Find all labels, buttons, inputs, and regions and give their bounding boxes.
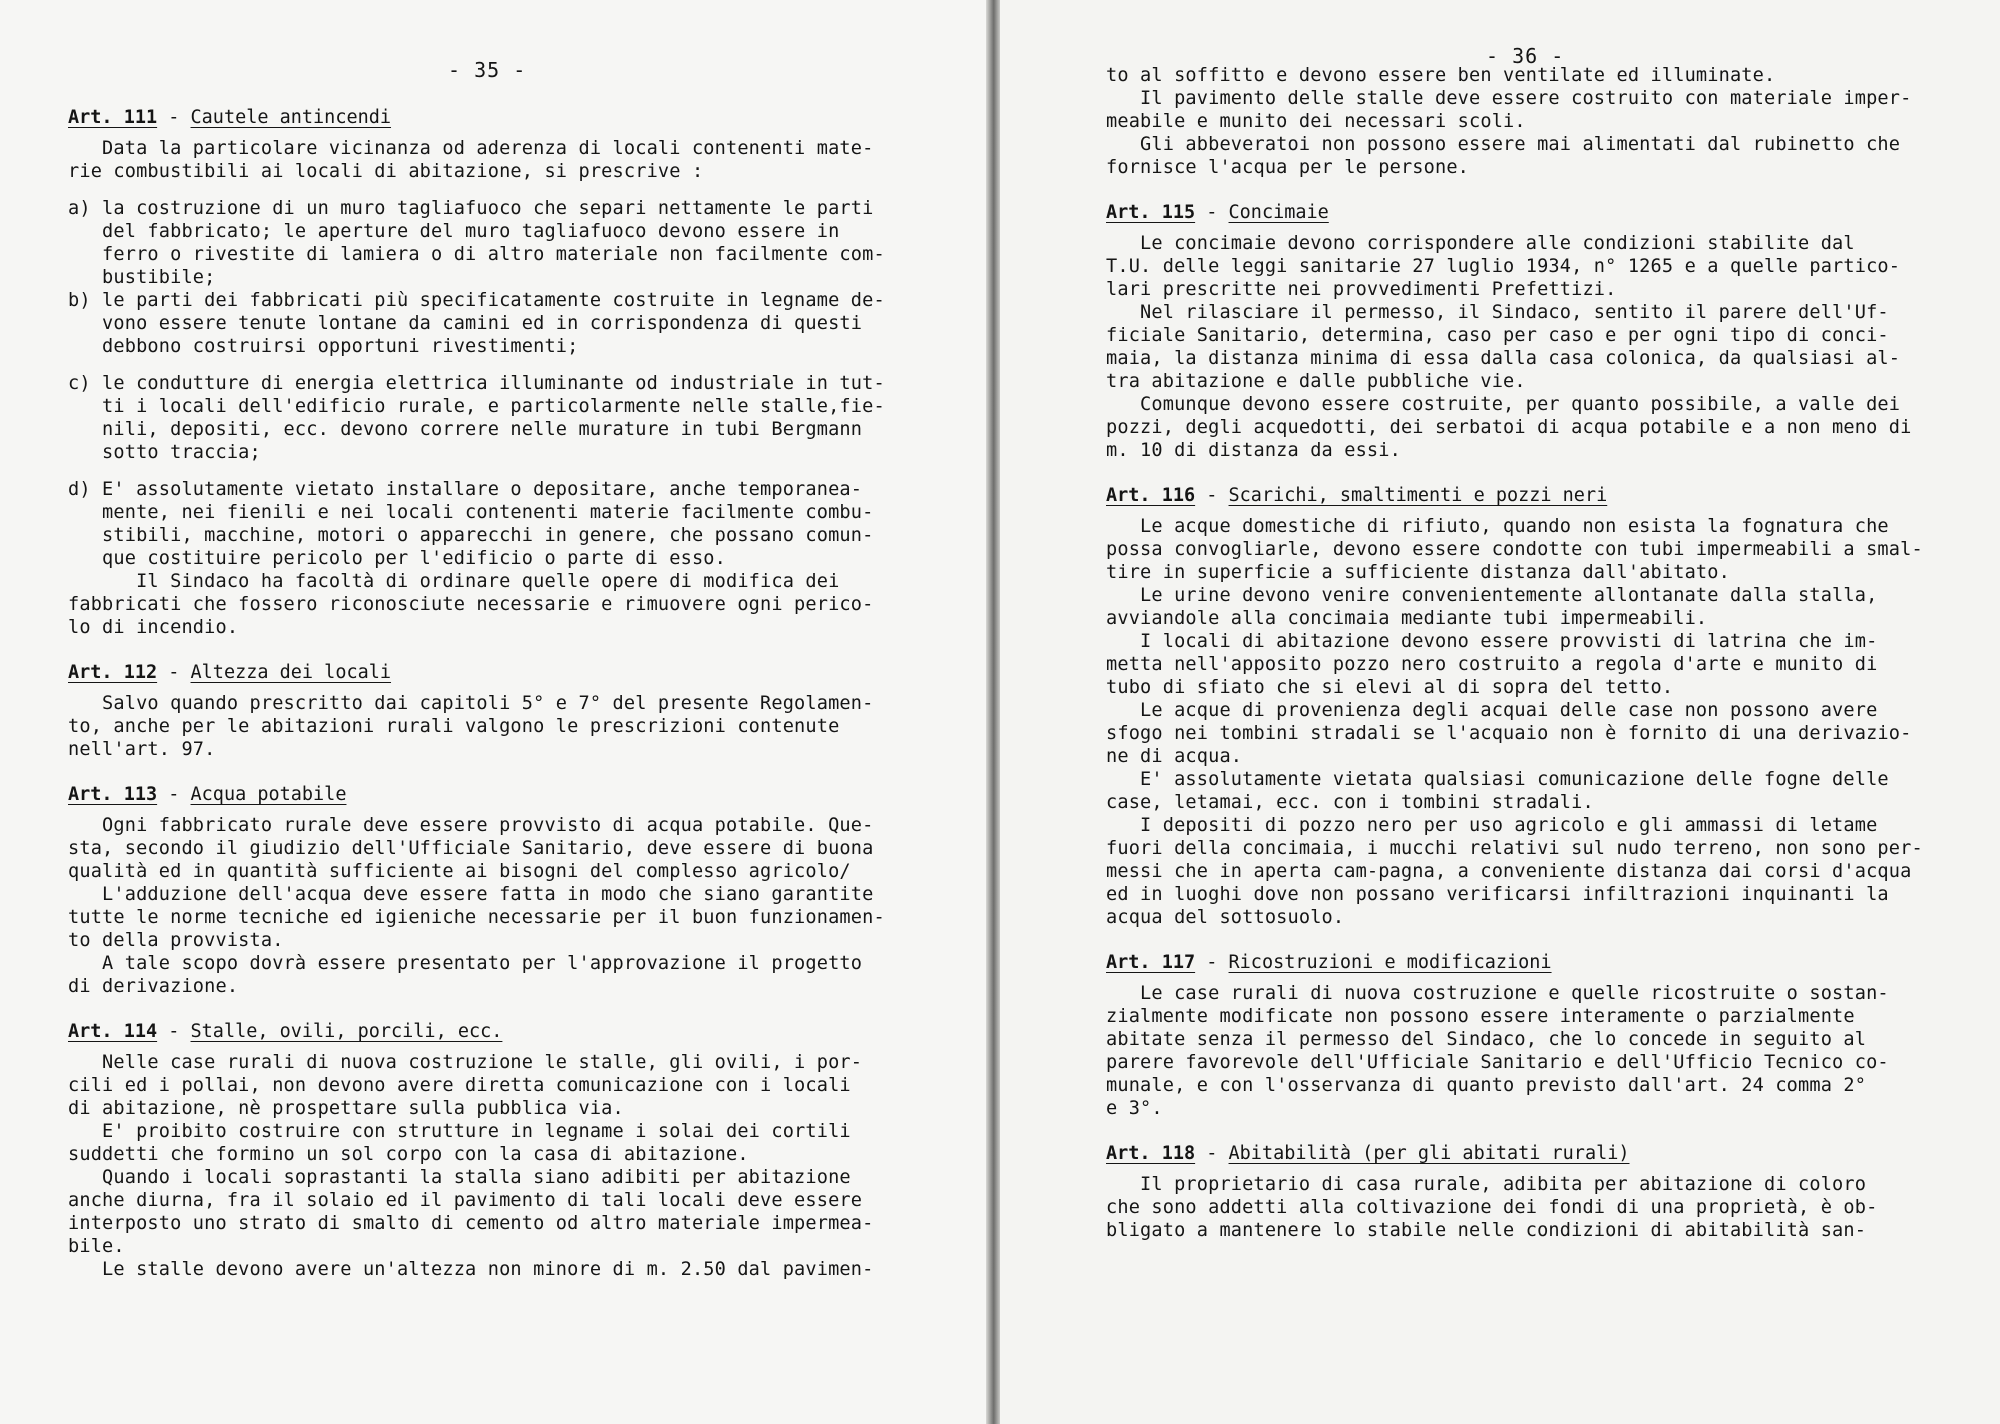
article-heading: Art. 115 - Concimaie	[1106, 202, 1329, 223]
continuation-text	[1106, 64, 1980, 179]
article-heading: Art. 112 - Altezza dei locali	[68, 662, 392, 683]
text-line: to, anche per le abitazioni rurali valgono le prescrizioni contenute	[68, 716, 840, 737]
article-number: Art. 115	[1106, 202, 1196, 223]
left-articles	[68, 104, 956, 1281]
text-line: to al soffitto e devono essere ben ventilate ed illuminate.	[1106, 65, 1776, 86]
article-section	[1106, 1140, 1980, 1242]
article-title: Altezza dei locali	[190, 662, 392, 683]
text-line: tire in superficie a sufficiente distanza dall'abitato.	[1106, 562, 1730, 583]
text-line: I locali di abitazione devono essere provvisti di latrina che im-	[1106, 631, 1878, 652]
text-line: maia, la distanza minima di essa dalla casa colonica, da qualsiasi al-	[1106, 348, 1901, 369]
text-line: Ogni fabbricato rurale deve essere provvisto di acqua potabile. Que-	[68, 815, 874, 836]
text-line: a) la costruzione di un muro tagliafuoco che separi nettamente le parti	[68, 198, 874, 219]
article-title: Abitabilità (per gli abitati rurali)	[1228, 1143, 1630, 1164]
article-heading: Art. 111 - Cautele antincendi	[68, 107, 392, 128]
article-number: Art. 114	[68, 1021, 158, 1042]
page-number: - 36 -	[1486, 44, 1565, 68]
text-line: fuori della concimaia, i mucchi relativi sul nudo terreno, non sono per-	[1106, 838, 1923, 859]
text-line: nili, depositi, ecc. devono correre nelle murature in tubi Bergmann	[68, 419, 863, 440]
text-line	[68, 183, 956, 197]
text-line: e 3°.	[1106, 1098, 1163, 1119]
text-line: mente, nei fienili e nei locali contenenti materie facilmente combu-	[68, 502, 874, 523]
article-number: Art. 117	[1106, 952, 1196, 973]
article-number: Art. 112	[68, 662, 158, 683]
text-line: Quando i locali soprastanti la stalla siano adibiti per abitazione	[68, 1167, 851, 1188]
text-line: Nelle case rurali di nuova costruzione le stalle, gli ovili, i por-	[68, 1052, 863, 1073]
text-line: ficiale Sanitario, determina, caso per caso e per ogni tipo di conci-	[1106, 325, 1889, 346]
text-line: nell'art. 97.	[68, 739, 216, 760]
page-gutter	[986, 0, 1000, 1424]
text-line: Il pavimento delle stalle deve essere costruito con materiale imper-	[1106, 88, 1912, 109]
text-line: m. 10 di distanza da essi.	[1106, 440, 1401, 461]
article-body	[1106, 982, 1980, 1120]
text-line: zialmente modificate non possono essere interamente o parzialmente	[1106, 1006, 1855, 1027]
text-line: Comunque devono essere costruite, per quanto possibile, a valle dei	[1106, 394, 1901, 415]
text-line: acqua del sottosuolo.	[1106, 907, 1345, 928]
right-articles	[1106, 199, 1980, 1242]
text-line: E' assolutamente vietata qualsiasi comunicazione delle fogne delle	[1106, 769, 1889, 790]
article-section	[1106, 482, 1980, 929]
text-line: munale, e con l'osservanza di quanto previsto dall'art. 24 comma 2°	[1106, 1075, 1867, 1096]
text-line: Le case rurali di nuova costruzione e quelle ricostruite o sostan-	[1106, 983, 1889, 1004]
article-section	[1106, 199, 1980, 462]
text-line: anche diurna, fra il solaio ed il pavimento di tali locali deve essere	[68, 1190, 863, 1211]
article-title: Stalle, ovili, porcili, ecc.	[190, 1021, 503, 1042]
text-line: fabbricati che fossero riconosciute necessarie e rimuovere ogni perico-	[68, 594, 874, 615]
article-title: Acqua potabile	[190, 784, 347, 805]
article-section	[68, 104, 956, 639]
text-line: vono essere tenute lontane da camini ed in corrispondenza di questi	[68, 313, 863, 334]
text-line: di abitazione, nè prospettare sulla pubblica via.	[68, 1098, 624, 1119]
article-body	[1106, 1173, 1980, 1242]
article-body	[1106, 515, 1980, 929]
article-section	[68, 1018, 956, 1281]
text-line: fornisce l'acqua per le persone.	[1106, 157, 1470, 178]
page-number: - 35 -	[448, 58, 527, 82]
text-line: interposto uno strato di smalto di cemento od altro materiale impermea-	[68, 1213, 874, 1234]
article-number: Art. 118	[1106, 1143, 1196, 1164]
article-body	[1106, 232, 1980, 462]
text-line: Data la particolare vicinanza od aderenza di locali contenenti mate-	[68, 138, 874, 159]
text-line: E' proibito costruire con strutture in legname i solai dei cortili	[68, 1121, 851, 1142]
text-line: sfogo nei tombini stradali se l'acquaio non è fornito di una derivazio-	[1106, 723, 1912, 744]
text-line: parere favorevole dell'Ufficiale Sanitario e dell'Ufficio Tecnico co-	[1106, 1052, 1889, 1073]
article-number: Art. 111	[68, 107, 158, 128]
article-body	[68, 1051, 956, 1281]
text-line: Salvo quando prescritto dai capitoli 5° e 7° del presente Regolamen-	[68, 693, 874, 714]
article-title: Concimaie	[1228, 202, 1329, 223]
text-line: to della provvista.	[68, 930, 284, 951]
text-line: di derivazione.	[68, 976, 239, 997]
text-line	[68, 464, 956, 478]
article-body	[68, 692, 956, 761]
article-section	[68, 781, 956, 998]
text-line: stibili, macchine, motori o apparecchi in genere, che possano comun-	[68, 525, 874, 546]
article-heading: Art. 113 - Acqua potabile	[68, 784, 347, 805]
text-line: ti i locali dell'edificio rurale, e particolarmente nelle stalle,fie-	[68, 396, 885, 417]
article-heading: Art. 118 - Abitabilità (per gli abitati rurali)	[1106, 1143, 1630, 1164]
text-line: lo di incendio.	[68, 617, 239, 638]
article-number: Art. 116	[1106, 485, 1196, 506]
text-line: sotto traccia;	[68, 442, 261, 463]
text-line: messi che in aperta cam-pagna, a conveniente distanza dai corsi d'acqua	[1106, 861, 1912, 882]
text-line: qualità ed in quantità sufficiente ai bisogni del complesso agricolo/	[68, 861, 851, 882]
right-page	[1000, 0, 2000, 1424]
text-line: case, letamai, ecc. con i tombini stradali.	[1106, 792, 1594, 813]
text-line: debbono costruirsi opportuni rivestimenti;	[68, 336, 579, 357]
text-line: Le stalle devono avere un'altezza non minore di m. 2.50 dal pavimen-	[68, 1259, 874, 1280]
text-line: bligato a mantenere lo stabile nelle condizioni di abitabilità san-	[1106, 1220, 1867, 1241]
text-line: suddetti che formino un sol corpo con la casa di abitazione.	[68, 1144, 749, 1165]
text-line: Il proprietario di casa rurale, adibita per abitazione di coloro	[1106, 1174, 1867, 1195]
text-line: A tale scopo dovrà essere presentato per l'approvazione il progetto	[68, 953, 863, 974]
text-line: tutte le norme tecniche ed igieniche necessarie per il buon funzionamen-	[68, 907, 885, 928]
text-line: tra abitazione e dalle pubbliche vie.	[1106, 371, 1526, 392]
left-page	[0, 0, 986, 1424]
text-line: abitate senza il permesso del Sindaco, che lo concede in seguito al	[1106, 1029, 1867, 1050]
article-heading: Art. 117 - Ricostruzioni e modificazioni	[1106, 952, 1552, 973]
text-line: b) le parti dei fabbricati più specificatamente costruite in legname de-	[68, 290, 885, 311]
text-line: del fabbricato; le aperture del muro tagliafuoco devono essere in	[68, 221, 840, 242]
text-line: metta nell'apposito pozzo nero costruito a regola d'arte e munito di	[1106, 654, 1878, 675]
text-line: ferro o rivestite di lamiera o di altro materiale non facilmente com-	[68, 244, 885, 265]
text-line: Il Sindaco ha facoltà di ordinare quelle opere di modifica dei	[68, 571, 840, 592]
text-line: Le acque di provenienza degli acquai delle case non possono avere	[1106, 700, 1878, 721]
article-heading: Art. 116 - Scarichi, smaltimenti e pozzi neri	[1106, 485, 1608, 506]
text-line: Le acque domestiche di rifiuto, quando non esista la fognatura che	[1106, 516, 1889, 537]
text-line: sta, secondo il giudizio dell'Ufficiale Sanitario, deve essere di buona	[68, 838, 874, 859]
text-line: lari prescritte nei provvedimenti Prefettizi.	[1106, 279, 1617, 300]
text-line: Le concimaie devono corrispondere alle condizioni stabilite dal	[1106, 233, 1855, 254]
text-line: ne di acqua.	[1106, 746, 1243, 767]
text-line: c) le condutture di energia elettrica illuminante od industriale in tut-	[68, 373, 885, 394]
text-line: que costituire pericolo per l'edificio o parte di esso.	[68, 548, 726, 569]
article-section	[1106, 949, 1980, 1120]
text-line: d) E' assolutamente vietato installare o depositare, anche temporanea-	[68, 479, 863, 500]
article-body	[68, 137, 956, 639]
text-line: bustibile;	[68, 267, 216, 288]
text-line: possa convogliarle, devono essere condotte con tubi impermeabili a smal-	[1106, 539, 1923, 560]
text-line: Le urine devono venire convenientemente allontanate dalla stalla,	[1106, 585, 1878, 606]
text-line	[68, 358, 956, 372]
article-title: Cautele antincendi	[190, 107, 392, 128]
text-line: ed in luoghi dove non possano verificarsi infiltrazioni inquinanti la	[1106, 884, 1889, 905]
text-line: I depositi di pozzo nero per uso agricolo e gli ammassi di letame	[1106, 815, 1878, 836]
text-line: Gli abbeveratoi non possono essere mai alimentati dal rubinetto che	[1106, 134, 1901, 155]
text-line: bile.	[68, 1236, 125, 1257]
text-line: meabile e munito dei necessari scoli.	[1106, 111, 1526, 132]
article-heading: Art. 114 - Stalle, ovili, porcili, ecc.	[68, 1021, 503, 1042]
article-body	[68, 814, 956, 998]
text-line: cili ed i pollai, non devono avere diretta comunicazione con i locali	[68, 1075, 851, 1096]
text-line: Nel rilasciare il permesso, il Sindaco, sentito il parere dell'Uf-	[1106, 302, 1889, 323]
text-line: T.U. delle leggi sanitarie 27 luglio 1934, n° 1265 e a quelle partico-	[1106, 256, 1901, 277]
article-number: Art. 113	[68, 784, 158, 805]
text-line: tubo di sfiato che si elevi al di sopra del tetto.	[1106, 677, 1674, 698]
article-section	[68, 659, 956, 761]
text-line: rie combustibili ai locali di abitazione, si prescrive :	[68, 161, 704, 182]
article-title: Scarichi, smaltimenti e pozzi neri	[1228, 485, 1608, 506]
text-line: pozzi, degli acquedotti, dei serbatoi di acqua potabile e a non meno di	[1106, 417, 1912, 438]
article-title: Ricostruzioni e modificazioni	[1228, 952, 1552, 973]
text-line: avviandole alla concimaia mediante tubi impermeabili.	[1106, 608, 1708, 629]
text-line: L'adduzione dell'acqua deve essere fatta in modo che siano garantite	[68, 884, 874, 905]
text-line: che sono addetti alla coltivazione dei fondi di una proprietà, è ob-	[1106, 1197, 1878, 1218]
